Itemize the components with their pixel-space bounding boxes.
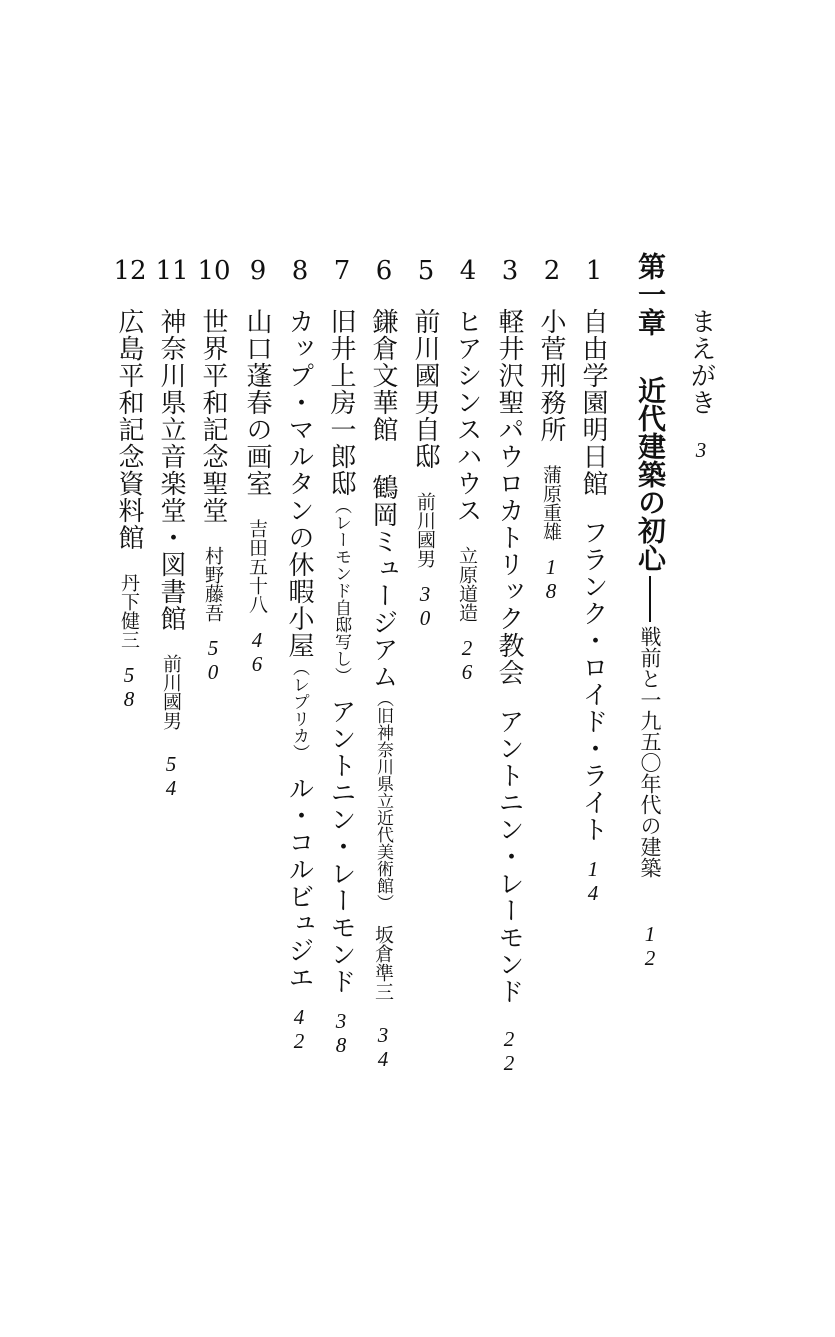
toc-entry[interactable]	[158, 308, 184, 800]
entry-title: 神奈川県立音楽堂・図書館	[156, 308, 186, 632]
entry-page: 14	[581, 857, 605, 905]
entry-number: 8	[291, 256, 309, 286]
entry-author: アントニン・レーモンド	[326, 698, 356, 995]
entry-page: 34	[371, 1023, 395, 1071]
entry-author: 丹下健三	[118, 573, 140, 649]
chapter-page: 12	[638, 922, 662, 970]
entry-note: （レプリカ）	[289, 659, 309, 761]
toc-entry[interactable]	[200, 308, 226, 684]
entry-note: （旧神奈川県立近代美術館）	[373, 690, 393, 911]
entry-author: 立原道造	[456, 546, 478, 622]
entry-author: 蒲原重雄	[540, 465, 562, 541]
entry-author: ル・コルビュジエ	[284, 775, 314, 991]
toc-entry[interactable]	[580, 308, 606, 905]
toc-entry[interactable]	[412, 308, 438, 630]
entry-number: 12	[113, 256, 147, 286]
toc-entry[interactable]	[538, 308, 564, 603]
entry-page: 38	[329, 1009, 353, 1057]
entry-number: 7	[333, 256, 351, 286]
entry-title: 自由学園明日館	[578, 308, 608, 497]
chapter-heading[interactable]	[634, 252, 667, 970]
toc-entry[interactable]	[370, 308, 396, 1071]
entry-author: 前川國男	[414, 492, 436, 568]
preface-entry[interactable]	[688, 308, 714, 462]
entry-page: 50	[201, 636, 225, 684]
toc-entry[interactable]	[286, 308, 312, 1053]
entry-title: 旧井上房一郎邸	[326, 308, 356, 497]
entry-author: フランク・ロイド・ライト	[578, 519, 608, 843]
toc-entry[interactable]	[496, 308, 522, 1075]
entry-number: 2	[543, 256, 561, 286]
toc-entry[interactable]	[116, 308, 142, 711]
entry-author: 坂倉準三	[372, 925, 394, 1001]
preface-page: 3	[689, 438, 713, 462]
entry-page: 30	[413, 582, 437, 630]
dash-separator	[649, 576, 651, 622]
entry-number: 9	[249, 256, 267, 286]
entry-title: 前川國男自邸	[410, 308, 440, 470]
chapter-label: 第一章	[634, 252, 667, 336]
entry-author: アントニン・レーモンド	[494, 708, 524, 1005]
entry-number: 5	[417, 256, 435, 286]
entry-title: 鎌倉文華館 鶴岡ミュージアム	[368, 308, 398, 690]
entry-number: 6	[375, 256, 393, 286]
entry-title: 広島平和記念資料館	[114, 308, 144, 551]
entry-title: 小菅刑務所	[536, 308, 566, 443]
toc-entry[interactable]	[454, 308, 480, 684]
entry-page: 42	[287, 1005, 311, 1053]
entry-title: ヒアシンスハウス	[452, 308, 482, 524]
entry-title: カップ・マルタンの休暇小屋	[284, 308, 314, 659]
toc-entry[interactable]	[328, 308, 354, 1057]
entry-number: 3	[501, 256, 519, 286]
toc-entry[interactable]	[244, 308, 270, 676]
entry-author: 前川國男	[160, 654, 182, 730]
entry-page: 58	[117, 663, 141, 711]
entry-number: 1	[585, 256, 603, 286]
entry-page: 54	[159, 752, 183, 800]
entry-page: 26	[455, 636, 479, 684]
entry-page: 46	[245, 628, 269, 676]
entry-title: 世界平和記念聖堂	[198, 308, 228, 524]
entry-title: 山口蓬春の画室	[242, 308, 272, 497]
chapter-subtitle: 戦前と一九五〇年代の建築	[638, 626, 662, 878]
preface-label: まえがき	[686, 308, 716, 416]
entry-number: 10	[197, 256, 231, 286]
entry-page: 22	[497, 1027, 521, 1075]
entry-author: 村野藤吾	[202, 546, 224, 622]
entry-number: 4	[459, 256, 477, 286]
entry-title: 軽井沢聖パウロカトリック教会	[494, 308, 524, 686]
entry-note: （レーモンド自邸写し）	[331, 497, 351, 684]
entry-author: 吉田五十八	[246, 519, 268, 614]
entry-page: 18	[539, 555, 563, 603]
entry-number: 11	[155, 256, 189, 286]
chapter-title: 近代建築の初心	[634, 376, 667, 572]
